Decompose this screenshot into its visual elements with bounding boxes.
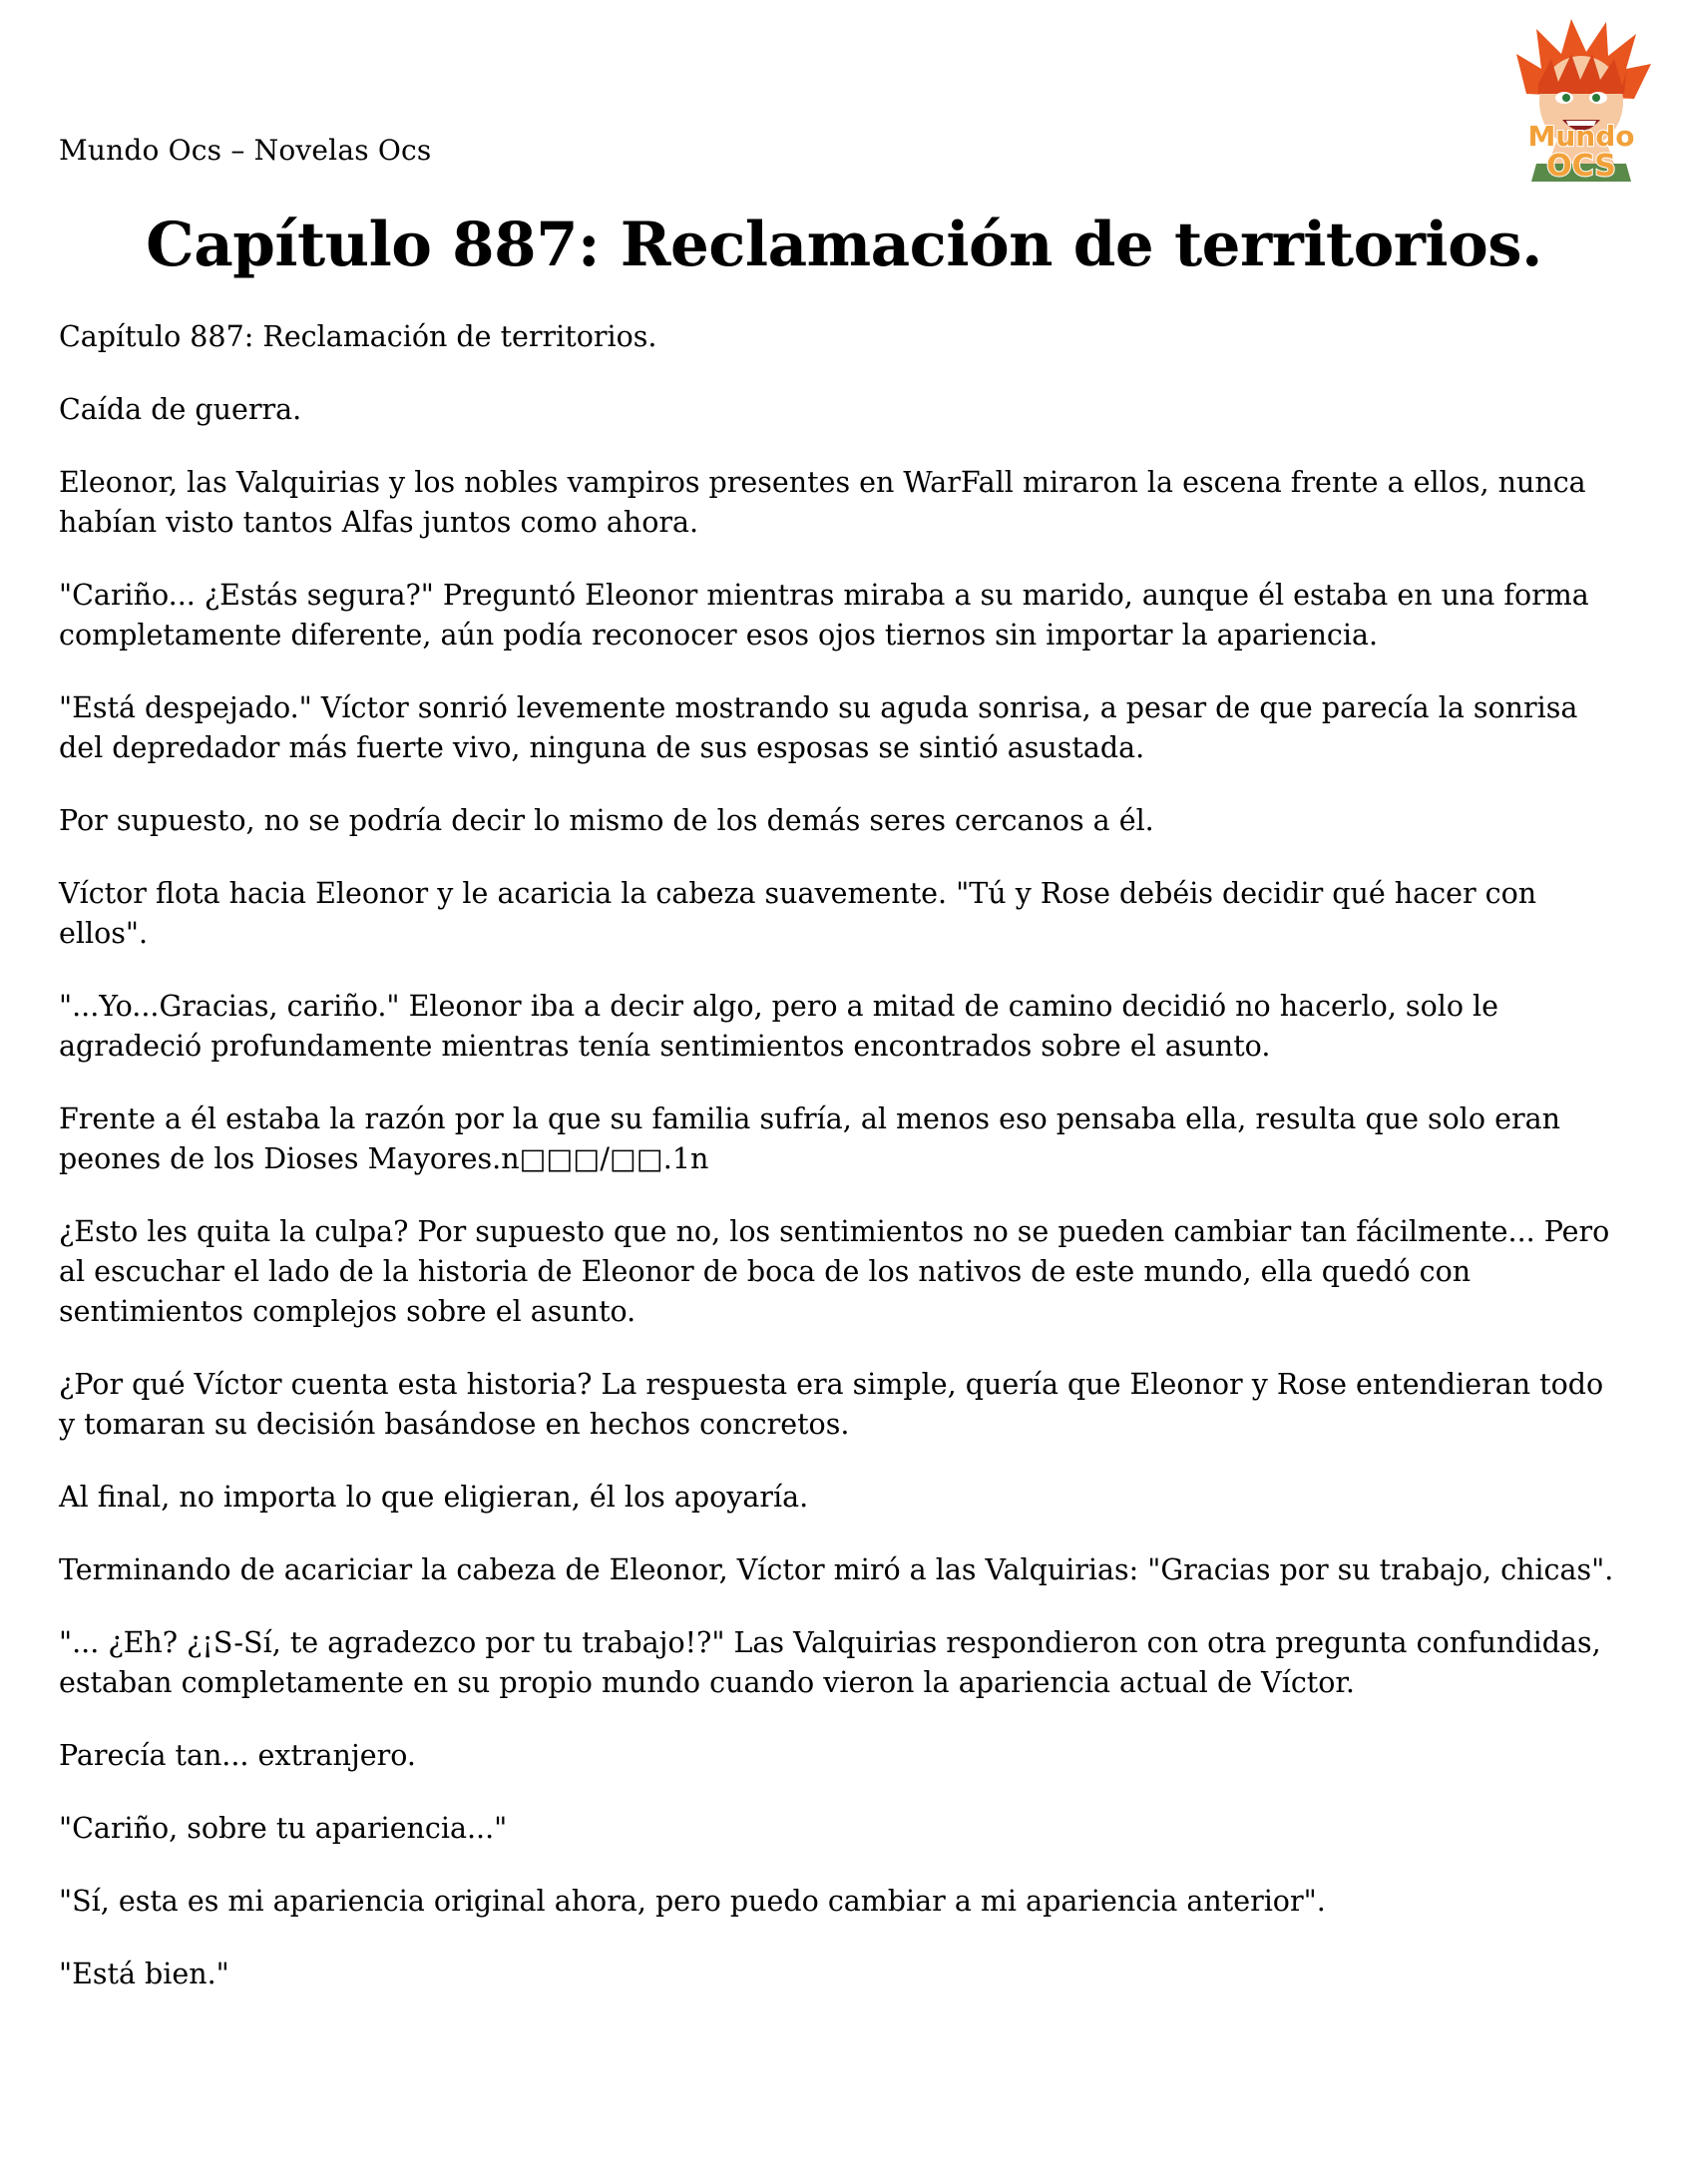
paragraph: Frente a él estaba la razón por la que su familia sufría, al menos eso pensaba ella, resulta que solo eran peones de los Dioses Mayores.n□□□/□□.1n [59, 1102, 1560, 1175]
paragraph: "Cariño... ¿Estás segura?" Preguntó Eleonor mientras miraba a su marido, aunque él estaba en una forma completamente diferente, aún podía reconocer esos ojos tiernos sin importar la apariencia. [59, 579, 1589, 652]
paragraph: "Está despejado." Víctor sonrió levemente mostrando su aguda sonrisa, a pesar de que parecía la sonrisa del depredador más fuerte vivo, ninguna de sus esposas se sintió asustada. [59, 691, 1578, 764]
paragraph: "...Yo...Gracias, cariño." Eleonor iba a decir algo, pero a mitad de camino decidió no hacerlo, solo le agradeció profundamente mientras tenía sentimientos encontrados sobre el asunto. [59, 990, 1499, 1063]
site-header: Mundo Ocs – Novelas Ocs [59, 134, 432, 167]
paragraph: "Sí, esta es mi apariencia original ahora, pero puedo cambiar a mi apariencia anterior". [59, 1885, 1326, 1918]
paragraph: Capítulo 887: Reclamación de territorios. [59, 320, 657, 353]
logo-text-top: Mundo [1527, 120, 1635, 153]
logo-text-bottom: OCS [1546, 149, 1616, 182]
paragraph: ¿Esto les quita la culpa? Por supuesto que no, los sentimientos no se pueden cambiar tan fácilmente... Pero al escuchar el lado de la historia de Eleonor de boca de los nativos de este mundo, ella quedó con sentimientos complejos sobre el asunto. [59, 1215, 1610, 1328]
paragraph: Parecía tan... extranjero. [59, 1739, 416, 1772]
paragraph: Eleonor, las Valquirias y los nobles vampiros presentes en WarFall miraron la escena frente a ellos, nunca habían visto tantos Alfas juntos como ahora. [59, 466, 1586, 539]
paragraph: "... ¿Eh? ¿¡S-Sí, te agradezco por tu trabajo!?" Las Valquirias respondieron con otra pregunta confundidas, estaban completamente en su propio mundo cuando vieron la apariencia actual de Víctor. [59, 1626, 1601, 1699]
paragraph: Terminando de acariciar la cabeza de Eleonor, Víctor miró a las Valquirias: "Gracias por su trabajo, chicas". [59, 1553, 1614, 1586]
paragraph: Al final, no importa lo que eligieran, él los apoyaría. [59, 1481, 809, 1514]
chapter-title: Capítulo 887: Reclamación de territorios. [146, 210, 1542, 280]
chapter-body [59, 317, 1625, 2027]
mascot-logo-icon [1496, 14, 1666, 182]
paragraph: Víctor flota hacia Eleonor y le acaricia la cabeza suavemente. "Tú y Rose debéis decidir qué hacer con ellos". [59, 877, 1537, 950]
paragraph: Por supuesto, no se podría decir lo mismo de los demás seres cercanos a él. [59, 804, 1154, 837]
mundo-ocs-logo [1496, 14, 1666, 182]
paragraph: "Cariño, sobre tu apariencia..." [59, 1812, 508, 1845]
paragraph: ¿Por qué Víctor cuenta esta historia? La respuesta era simple, quería que Eleonor y Rose entendieran todo y tomaran su decisión basándose en hechos concretos. [59, 1368, 1604, 1441]
paragraph: Caída de guerra. [59, 393, 302, 426]
paragraph: "Está bien." [59, 1958, 229, 1990]
